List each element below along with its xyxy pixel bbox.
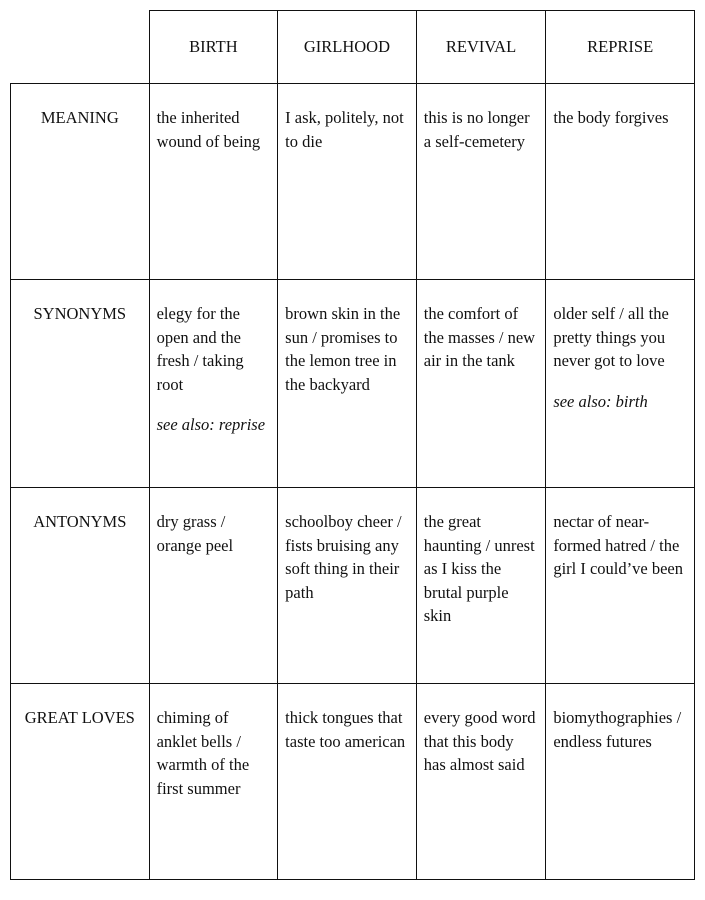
table-cell bbox=[546, 488, 695, 684]
cell-text: older self / all the pretty things you never got to love bbox=[553, 304, 669, 370]
cell-text: this is no longer a self-cemetery bbox=[423, 108, 530, 151]
see-also-note: see also: birth bbox=[553, 391, 648, 411]
table-cell bbox=[416, 684, 546, 880]
cell-text: the body forgives bbox=[553, 108, 669, 127]
table-cell bbox=[546, 280, 695, 488]
row-header-synonyms bbox=[11, 280, 150, 488]
table-cell bbox=[546, 84, 695, 280]
column-header-girlhood bbox=[278, 11, 417, 84]
table-cell bbox=[416, 488, 546, 684]
table-row-meaning bbox=[11, 84, 695, 280]
column-header-label: BIRTH bbox=[189, 37, 238, 56]
table-cell bbox=[149, 280, 278, 488]
poem-table bbox=[10, 10, 695, 880]
cell-text: dry grass / orange peel bbox=[156, 512, 234, 555]
cell-text: I ask, politely, not to die bbox=[285, 108, 404, 151]
row-header-antonyms bbox=[11, 488, 150, 684]
row-header-meaning bbox=[11, 84, 150, 280]
table-cell bbox=[546, 684, 695, 880]
row-header-label: ANTONYMS bbox=[33, 512, 127, 531]
cell-text: the comfort of the masses / new air in the tank bbox=[423, 304, 536, 370]
row-header-label: SYNONYMS bbox=[33, 304, 127, 323]
column-header-label: GIRLHOOD bbox=[303, 37, 391, 56]
cell-text: the great haunting / unrest as I kiss the brutal purple skin bbox=[423, 512, 535, 625]
table-cell bbox=[278, 84, 417, 280]
table-cell bbox=[278, 488, 417, 684]
table-cell bbox=[278, 280, 417, 488]
cell-text: nectar of near-formed hatred / the girl I could’ve been bbox=[553, 512, 683, 578]
table-row-antonyms bbox=[11, 488, 695, 684]
cell-text: elegy for the open and the fresh / taking root bbox=[156, 304, 244, 394]
table-cell bbox=[416, 84, 546, 280]
table-row-great-loves bbox=[11, 684, 695, 880]
corner-cell bbox=[11, 11, 150, 84]
cell-text: biomythographies / endless futures bbox=[553, 708, 682, 751]
row-header-label: GREAT LOVES bbox=[24, 708, 135, 727]
cell-text: schoolboy cheer / fists bruising any soft thing in their path bbox=[285, 512, 402, 602]
column-header-reprise bbox=[546, 11, 695, 84]
column-header-revival bbox=[416, 11, 546, 84]
cell-text: the inherited wound of being bbox=[156, 108, 261, 151]
header-row bbox=[11, 11, 695, 84]
row-header-great-loves bbox=[11, 684, 150, 880]
column-header-label: REPRISE bbox=[587, 37, 654, 56]
cell-text: every good word that this body has almost said bbox=[423, 708, 536, 774]
cell-text: thick tongues that taste too american bbox=[285, 708, 406, 751]
row-header-label: MEANING bbox=[40, 108, 119, 127]
column-header-birth bbox=[149, 11, 278, 84]
table-cell bbox=[278, 684, 417, 880]
table-cell bbox=[149, 684, 278, 880]
column-header-label: REVIVAL bbox=[445, 37, 517, 56]
cell-text: brown skin in the sun / promises to the lemon tree in the backyard bbox=[285, 304, 401, 394]
table-row-synonyms bbox=[11, 280, 695, 488]
cell-text: chiming of anklet bells / warmth of the first summer bbox=[156, 708, 250, 798]
table-cell bbox=[149, 84, 278, 280]
table-cell bbox=[149, 488, 278, 684]
see-also-note: see also: reprise bbox=[156, 415, 266, 434]
table-cell bbox=[416, 280, 546, 488]
